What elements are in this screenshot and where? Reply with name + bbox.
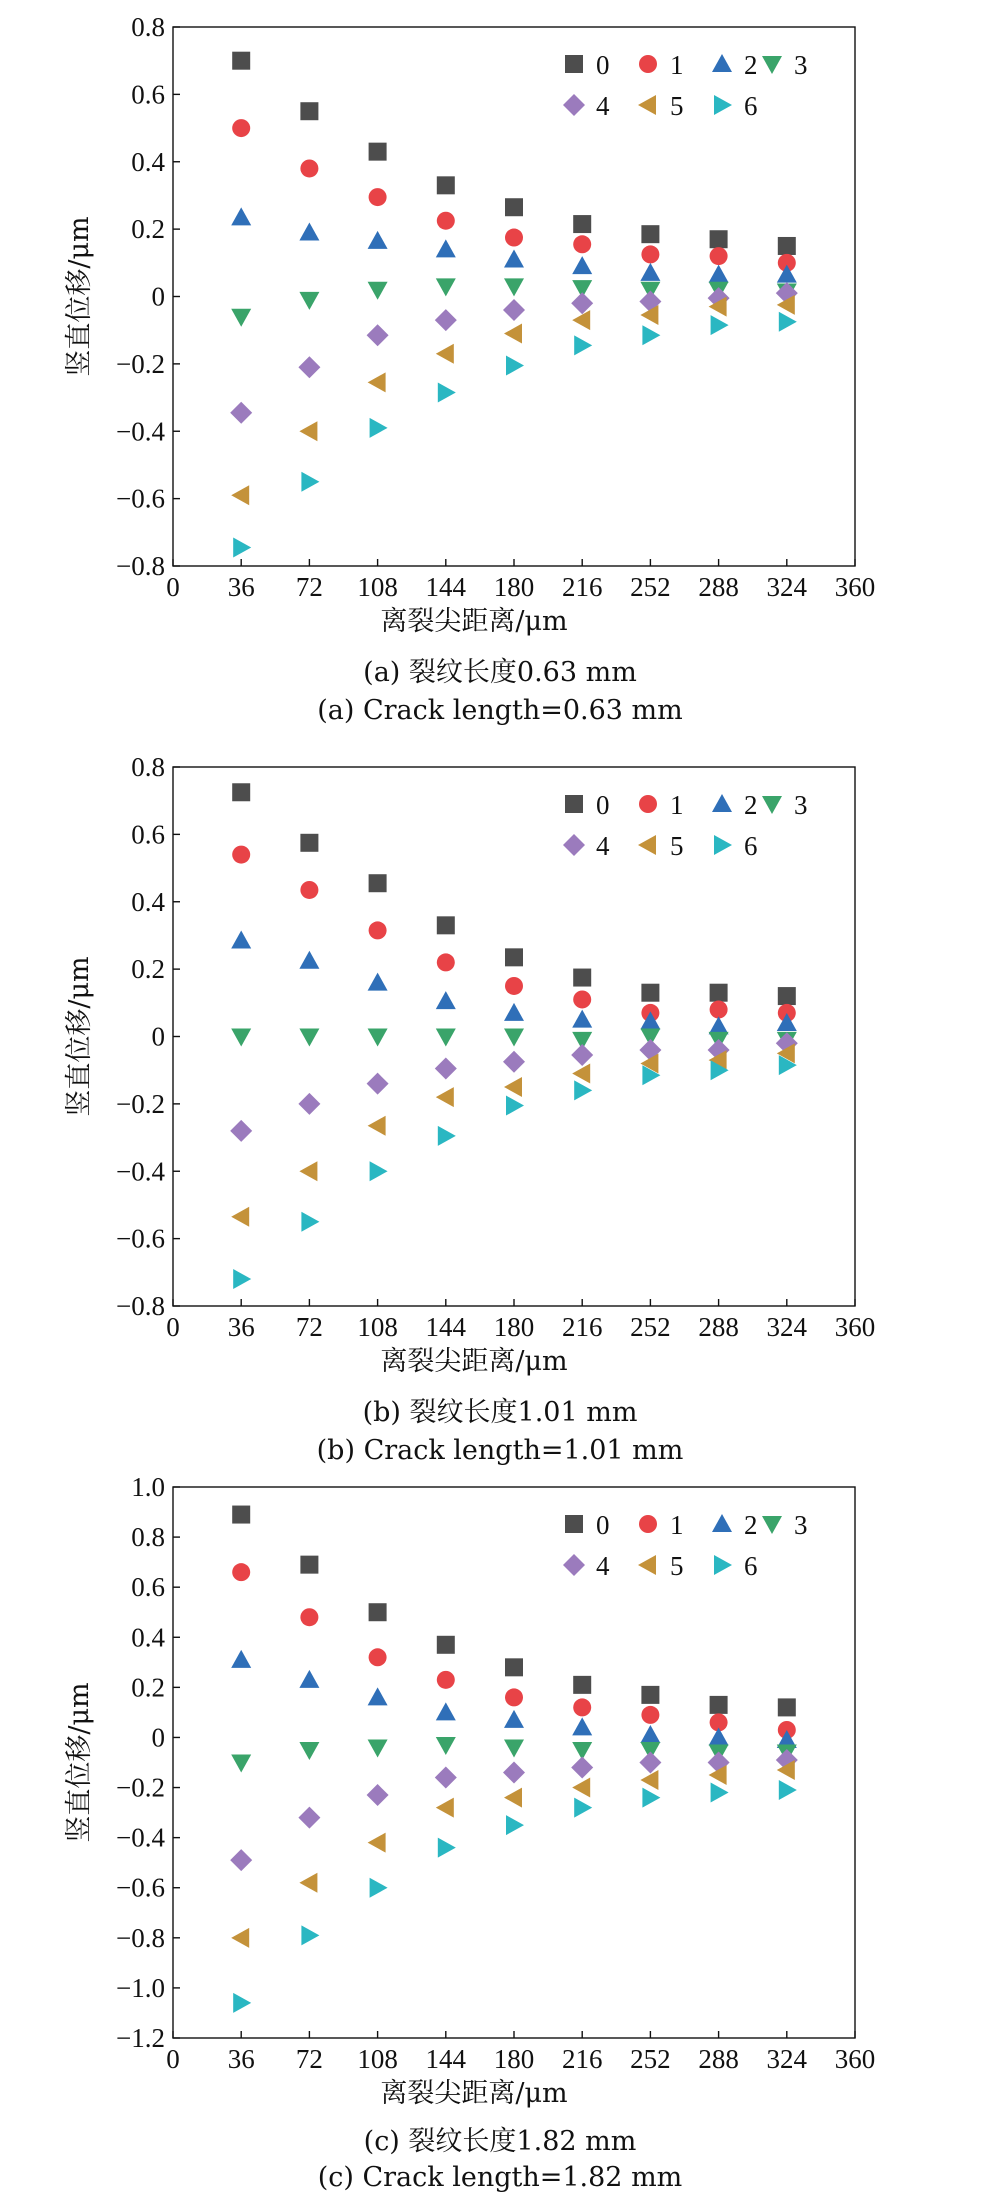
chart-panel-c <box>0 1460 1000 2193</box>
data-point-series-6 <box>574 1798 592 1818</box>
x-tick-label: 360 <box>834 572 876 602</box>
y-tick-label: −0.8 <box>116 1922 165 1953</box>
data-point-series-0 <box>232 783 250 801</box>
data-point-series-2 <box>368 1687 388 1705</box>
data-point-series-5 <box>436 344 454 364</box>
legend-label-0: 0 <box>596 1510 610 1540</box>
data-point-series-4 <box>503 299 525 321</box>
data-point-series-4 <box>435 1058 457 1080</box>
data-point-series-6 <box>574 1080 592 1100</box>
data-point-series-4 <box>435 309 457 331</box>
chart-panel-b <box>0 740 1000 1470</box>
data-point-series-5 <box>504 324 522 344</box>
y-tick-label: 0.8 <box>131 1522 165 1553</box>
data-point-series-3 <box>436 278 456 296</box>
caption-cn-b: (b) 裂纹长度1.01 mm <box>362 1397 638 1428</box>
data-point-series-3 <box>368 282 388 300</box>
chart-panel-a <box>0 0 1000 730</box>
data-point-series-2 <box>709 1727 729 1745</box>
data-point-series-5 <box>368 1116 386 1136</box>
data-point-series-0 <box>369 143 387 161</box>
data-point-series-3 <box>436 1737 456 1755</box>
y-tick-label: −0.6 <box>116 483 165 514</box>
x-tick-label: 36 <box>227 1312 255 1342</box>
legend-marker-4 <box>563 834 585 856</box>
y-tick-label: 0.6 <box>131 1572 165 1603</box>
data-point-series-3 <box>299 292 319 310</box>
legend-marker-3 <box>762 1516 782 1534</box>
y-tick-label: −0.8 <box>116 1291 165 1321</box>
y-tick-label: 1.0 <box>131 1472 165 1502</box>
data-point-series-5 <box>436 1087 454 1107</box>
x-tick-label: 144 <box>425 572 467 602</box>
x-tick-label: 0 <box>166 2044 180 2074</box>
data-point-series-1 <box>437 953 455 971</box>
data-point-series-0 <box>505 948 523 966</box>
data-point-series-2 <box>640 1725 660 1743</box>
y-tick-label: −0.2 <box>116 1772 165 1803</box>
legend-label-3: 3 <box>794 1510 808 1540</box>
y-tick-label: −0.2 <box>116 1088 165 1119</box>
legend-label-5: 5 <box>670 831 684 861</box>
y-tick-label: −0.4 <box>116 1156 165 1187</box>
data-point-series-6 <box>301 472 319 492</box>
caption-cn-c: (c) 裂纹长度1.82 mm <box>363 2126 637 2157</box>
legend-label-4: 4 <box>596 91 610 121</box>
data-point-series-1 <box>232 1563 250 1581</box>
data-point-series-1 <box>505 229 523 247</box>
data-point-series-1 <box>369 1648 387 1666</box>
x-tick-label: 252 <box>630 2044 671 2074</box>
legend-label-0: 0 <box>596 50 610 80</box>
data-point-series-2 <box>504 1003 524 1021</box>
data-point-series-5 <box>231 1207 249 1227</box>
data-point-series-6 <box>506 1096 524 1116</box>
data-point-series-0 <box>641 1686 659 1704</box>
caption-en-a: (a) Crack length=0.63 mm <box>317 695 683 726</box>
data-point-series-5 <box>299 1161 317 1181</box>
data-point-series-1 <box>641 245 659 263</box>
data-point-series-3 <box>504 278 524 296</box>
data-point-series-1 <box>710 1001 728 1019</box>
legend-label-2: 2 <box>744 1510 758 1540</box>
legend-marker-3 <box>762 56 782 74</box>
x-axis-title: 离裂尖距离/μm <box>380 1346 568 1377</box>
legend-marker-4 <box>563 1554 585 1576</box>
data-point-series-5 <box>504 1077 522 1097</box>
x-tick-label: 216 <box>561 1312 603 1342</box>
legend-label-6: 6 <box>744 831 758 861</box>
x-axis-title: 离裂尖距离/μm <box>380 606 568 637</box>
data-point-series-6 <box>438 383 456 403</box>
data-point-series-5 <box>504 1788 522 1808</box>
y-tick-label: 0.8 <box>131 752 165 782</box>
data-point-series-1 <box>369 921 387 939</box>
x-tick-label: 252 <box>630 1312 671 1342</box>
data-point-series-0 <box>369 874 387 892</box>
legend-label-1: 1 <box>670 1510 684 1540</box>
legend-label-1: 1 <box>670 50 684 80</box>
x-tick-label: 180 <box>493 2044 535 2074</box>
data-point-series-0 <box>778 1698 796 1716</box>
data-point-series-2 <box>709 265 729 283</box>
data-point-series-0 <box>300 1556 318 1574</box>
y-axis-title: 竖直位移/μm <box>64 216 95 377</box>
x-tick-label: 216 <box>561 572 603 602</box>
legend-label-0: 0 <box>596 790 610 820</box>
data-point-series-0 <box>573 215 591 233</box>
legend-marker-1 <box>639 1515 657 1533</box>
data-point-series-0 <box>232 1506 250 1524</box>
data-point-series-4 <box>298 356 320 378</box>
data-point-series-6 <box>506 1815 524 1835</box>
data-point-series-3 <box>504 1739 524 1757</box>
legend-marker-2 <box>712 794 732 812</box>
data-point-series-0 <box>778 987 796 1005</box>
legend-marker-2 <box>712 1514 732 1532</box>
data-point-series-2 <box>299 1670 319 1688</box>
legend-marker-0 <box>565 1515 583 1533</box>
data-point-series-6 <box>370 1878 388 1898</box>
data-point-series-1 <box>300 1608 318 1626</box>
y-tick-label: −0.2 <box>116 348 165 379</box>
data-point-series-2 <box>709 1016 729 1034</box>
legend-label-6: 6 <box>744 1551 758 1581</box>
data-point-series-3 <box>368 1739 388 1757</box>
scatter-chart-b <box>0 740 1000 1390</box>
legend-marker-6 <box>714 835 732 855</box>
x-tick-label: 360 <box>834 2044 876 2074</box>
x-tick-label: 324 <box>766 1312 808 1342</box>
data-point-series-6 <box>370 1161 388 1181</box>
data-point-series-0 <box>437 176 455 194</box>
data-point-series-4 <box>571 1044 593 1066</box>
data-point-series-1 <box>710 247 728 265</box>
data-point-series-1 <box>369 188 387 206</box>
y-tick-label: 0.4 <box>131 886 165 917</box>
data-point-series-0 <box>710 230 728 248</box>
data-point-series-2 <box>436 1702 456 1720</box>
x-tick-label: 216 <box>561 2044 603 2074</box>
data-point-series-1 <box>641 1706 659 1724</box>
data-point-series-6 <box>506 356 524 376</box>
legend-marker-5 <box>638 835 656 855</box>
legend-marker-0 <box>565 795 583 813</box>
x-tick-label: 144 <box>425 1312 467 1342</box>
y-tick-label: −0.4 <box>116 1822 165 1853</box>
legend-marker-5 <box>638 1555 656 1575</box>
data-point-series-1 <box>505 1688 523 1706</box>
data-point-series-2 <box>231 207 251 225</box>
y-axis-title: 竖直位移/μm <box>64 956 95 1117</box>
data-point-series-3 <box>504 1029 524 1047</box>
data-point-series-6 <box>233 537 251 557</box>
x-tick-label: 252 <box>630 572 671 602</box>
legend-marker-4 <box>563 94 585 116</box>
legend-marker-1 <box>639 795 657 813</box>
x-tick-label: 180 <box>493 1312 535 1342</box>
x-tick-label: 108 <box>357 572 398 602</box>
data-point-series-2 <box>436 991 456 1009</box>
data-point-series-5 <box>231 1928 249 1948</box>
x-tick-label: 72 <box>295 572 323 602</box>
x-tick-label: 324 <box>766 572 808 602</box>
y-tick-label: −1.0 <box>116 1972 165 2003</box>
x-tick-label: 108 <box>357 1312 398 1342</box>
legend-marker-6 <box>714 95 732 115</box>
data-point-series-3 <box>231 1755 251 1773</box>
y-tick-label: −0.4 <box>116 416 165 447</box>
data-point-series-0 <box>505 1658 523 1676</box>
data-point-series-1 <box>573 990 591 1008</box>
x-tick-label: 360 <box>834 1312 876 1342</box>
y-tick-label: 0.2 <box>131 954 165 985</box>
data-point-series-4 <box>298 1807 320 1829</box>
data-point-series-6 <box>779 312 797 332</box>
legend-marker-3 <box>762 796 782 814</box>
y-tick-label: 0.4 <box>131 1622 165 1653</box>
data-point-series-5 <box>299 421 317 441</box>
data-point-series-3 <box>299 1742 319 1760</box>
legend-label-2: 2 <box>744 790 758 820</box>
legend-label-1: 1 <box>670 790 684 820</box>
caption-en-c: (c) Crack length=1.82 mm <box>317 2162 683 2193</box>
data-point-series-6 <box>779 1780 797 1800</box>
data-point-series-4 <box>367 1784 389 1806</box>
data-point-series-6 <box>233 1993 251 2013</box>
data-point-series-0 <box>300 834 318 852</box>
data-point-series-5 <box>572 1778 590 1798</box>
y-tick-label: 0 <box>151 1021 165 1052</box>
legend-label-4: 4 <box>596 831 610 861</box>
y-tick-label: 0.2 <box>131 214 165 245</box>
data-point-series-0 <box>641 984 659 1002</box>
legend-marker-2 <box>712 54 732 72</box>
data-point-series-2 <box>572 1717 592 1735</box>
data-point-series-3 <box>299 1029 319 1047</box>
y-tick-label: −0.6 <box>116 1872 165 1903</box>
x-tick-label: 288 <box>698 572 739 602</box>
x-tick-label: 324 <box>766 2044 808 2074</box>
x-tick-label: 180 <box>493 572 535 602</box>
x-tick-label: 144 <box>425 2044 467 2074</box>
x-tick-label: 36 <box>227 2044 255 2074</box>
data-point-series-4 <box>230 1849 252 1871</box>
data-point-series-1 <box>300 159 318 177</box>
data-point-series-1 <box>232 846 250 864</box>
x-tick-label: 288 <box>698 1312 739 1342</box>
y-tick-label: 0.2 <box>131 1672 165 1703</box>
scatter-chart-c <box>0 1460 1000 2120</box>
x-axis-title: 离裂尖距离/μm <box>380 2078 568 2109</box>
data-point-series-6 <box>711 315 729 335</box>
scatter-chart-a <box>0 0 1000 650</box>
y-tick-label: 0.6 <box>131 819 165 850</box>
data-point-series-3 <box>436 1029 456 1047</box>
data-point-series-5 <box>572 1064 590 1084</box>
data-point-series-4 <box>298 1093 320 1115</box>
x-tick-label: 72 <box>295 1312 323 1342</box>
y-tick-label: −0.6 <box>116 1223 165 1254</box>
data-point-series-1 <box>573 235 591 253</box>
x-tick-label: 288 <box>698 2044 739 2074</box>
data-point-series-4 <box>367 1073 389 1095</box>
data-point-series-6 <box>301 1925 319 1945</box>
data-point-series-2 <box>368 231 388 249</box>
data-point-series-4 <box>571 1757 593 1779</box>
data-point-series-0 <box>573 969 591 987</box>
data-point-series-5 <box>368 372 386 392</box>
data-point-series-1 <box>300 881 318 899</box>
data-point-series-0 <box>232 52 250 70</box>
data-point-series-1 <box>437 1671 455 1689</box>
data-point-series-1 <box>505 977 523 995</box>
data-point-series-6 <box>574 335 592 355</box>
data-point-series-6 <box>233 1269 251 1289</box>
y-tick-label: 0 <box>151 281 165 312</box>
data-point-series-3 <box>368 1029 388 1047</box>
data-point-series-0 <box>710 1696 728 1714</box>
data-point-series-6 <box>642 1788 660 1808</box>
data-point-series-5 <box>436 1798 454 1818</box>
data-point-series-3 <box>231 309 251 327</box>
legend-label-2: 2 <box>744 50 758 80</box>
x-tick-label: 0 <box>166 572 180 602</box>
data-point-series-5 <box>299 1873 317 1893</box>
data-point-series-2 <box>504 249 524 267</box>
x-tick-label: 0 <box>166 1312 180 1342</box>
x-tick-label: 36 <box>227 572 255 602</box>
data-point-series-6 <box>642 325 660 345</box>
data-point-series-0 <box>437 916 455 934</box>
data-point-series-2 <box>572 1010 592 1028</box>
data-point-series-1 <box>232 119 250 137</box>
data-point-series-2 <box>436 239 456 257</box>
data-point-series-2 <box>299 222 319 240</box>
data-point-series-2 <box>231 1650 251 1668</box>
data-point-series-0 <box>369 1603 387 1621</box>
data-point-series-6 <box>301 1212 319 1232</box>
legend-marker-0 <box>565 55 583 73</box>
data-point-series-4 <box>435 1767 457 1789</box>
data-point-series-0 <box>573 1676 591 1694</box>
data-point-series-0 <box>641 225 659 243</box>
data-point-series-0 <box>710 984 728 1002</box>
legend-marker-1 <box>639 55 657 73</box>
y-tick-label: −0.8 <box>116 551 165 581</box>
data-point-series-0 <box>778 237 796 255</box>
legend-label-6: 6 <box>744 91 758 121</box>
legend-marker-5 <box>638 95 656 115</box>
data-point-series-4 <box>230 402 252 424</box>
data-point-series-2 <box>231 930 251 948</box>
caption-en-b: (b) Crack length=1.01 mm <box>316 1435 684 1466</box>
data-point-series-4 <box>230 1120 252 1142</box>
data-point-series-0 <box>437 1636 455 1654</box>
data-point-series-2 <box>504 1710 524 1728</box>
legend-label-5: 5 <box>670 1551 684 1581</box>
y-tick-label: 0 <box>151 1722 165 1753</box>
data-point-series-2 <box>572 256 592 274</box>
data-point-series-3 <box>231 1029 251 1047</box>
data-point-series-1 <box>437 212 455 230</box>
legend-marker-6 <box>714 1555 732 1575</box>
x-tick-label: 108 <box>357 2044 398 2074</box>
y-axis-title: 竖直位移/μm <box>64 1682 95 1843</box>
data-point-series-0 <box>300 102 318 120</box>
data-point-series-1 <box>573 1698 591 1716</box>
data-point-series-6 <box>438 1838 456 1858</box>
data-point-series-5 <box>231 485 249 505</box>
legend-label-3: 3 <box>794 50 808 80</box>
data-point-series-5 <box>368 1833 386 1853</box>
data-point-series-2 <box>299 951 319 969</box>
data-point-series-2 <box>640 263 660 281</box>
data-point-series-6 <box>438 1126 456 1146</box>
x-tick-label: 72 <box>295 2044 323 2074</box>
y-tick-label: 0.4 <box>131 146 165 177</box>
y-tick-label: 0.8 <box>131 12 165 42</box>
legend-label-3: 3 <box>794 790 808 820</box>
data-point-series-4 <box>367 324 389 346</box>
data-point-series-6 <box>370 418 388 438</box>
data-point-series-5 <box>640 1770 658 1790</box>
legend-label-5: 5 <box>670 91 684 121</box>
caption-cn-a: (a) 裂纹长度0.63 mm <box>363 657 637 688</box>
data-point-series-6 <box>711 1783 729 1803</box>
data-point-series-0 <box>505 198 523 216</box>
y-tick-label: 0.6 <box>131 79 165 110</box>
y-tick-label: −1.2 <box>116 2023 165 2053</box>
legend-label-4: 4 <box>596 1551 610 1581</box>
data-point-series-4 <box>503 1051 525 1073</box>
data-point-series-2 <box>368 973 388 991</box>
data-point-series-4 <box>503 1762 525 1784</box>
